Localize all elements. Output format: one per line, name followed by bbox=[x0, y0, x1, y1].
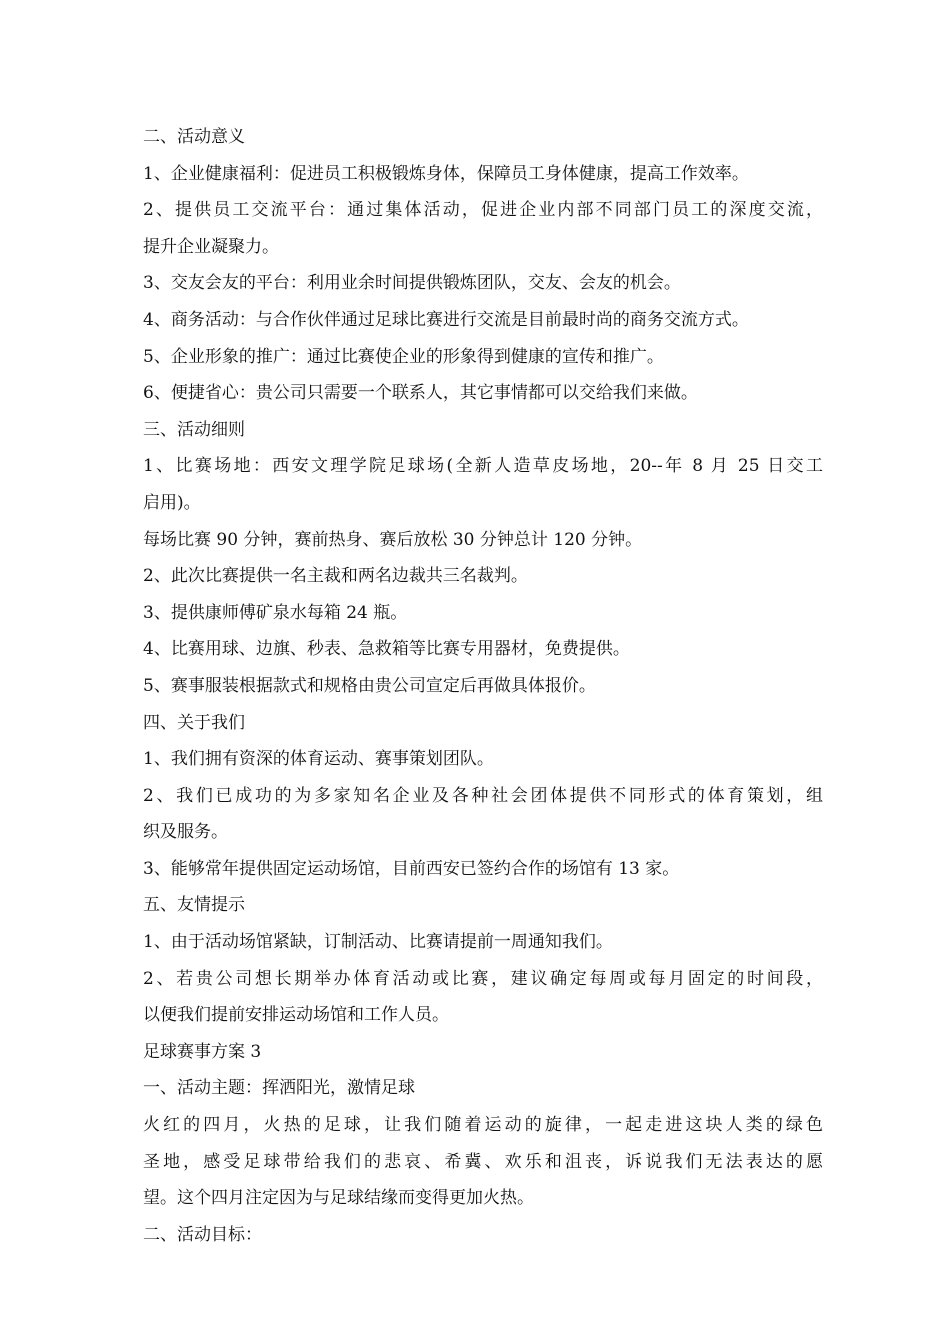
paragraph-line: 4、比赛用球、边旗、秒表、急救箱等比赛专用器材，免费提供。 bbox=[143, 639, 630, 660]
paragraph-line: 5、赛事服装根据款式和规格由贵公司宣定后再做具体报价。 bbox=[143, 675, 596, 696]
paragraph-line: 1、由于活动场馆紧缺，订制活动、比赛请提前一周通知我们。 bbox=[143, 932, 613, 953]
paragraph-line: 1、比赛场地：西安文理学院足球场(全新人造草皮场地，20--年 8 月 25 日交工 bbox=[143, 456, 823, 477]
paragraph-line: 2、我们已成功的为多家知名企业及各种社会团体提供不同形式的体育策划，组 bbox=[143, 785, 823, 806]
paragraph-line: 启用)。 bbox=[143, 492, 201, 513]
paragraph-line: 3、能够常年提供固定运动场馆，目前西安已签约合作的场馆有 13 家。 bbox=[143, 858, 680, 879]
paragraph-line: 3、提供康师傅矿泉水每箱 24 瓶。 bbox=[143, 602, 408, 623]
paragraph-line: 每场比赛 90 分钟，赛前热身、赛后放松 30 分钟总计 120 分钟。 bbox=[143, 529, 643, 550]
paragraph-line: 6、便捷省心：贵公司只需要一个联系人，其它事情都可以交给我们来做。 bbox=[143, 383, 698, 404]
section-heading: 一、活动主题：挥洒阳光，激情足球 bbox=[143, 1078, 415, 1099]
document-body bbox=[143, 119, 823, 1253]
paragraph-line: 圣地，感受足球带给我们的悲哀、希冀、欢乐和沮丧，诉说我们无法表达的愿 bbox=[143, 1151, 823, 1172]
paragraph-line: 4、商务活动：与合作伙伴通过足球比赛进行交流是目前最时尚的商务交流方式。 bbox=[143, 309, 749, 330]
paragraph-line: 3、交友会友的平台：利用业余时间提供锻炼团队，交友、会友的机会。 bbox=[143, 273, 681, 294]
paragraph-line: 1、企业健康福利：促进员工积极锻炼身体，保障员工身体健康，提高工作效率。 bbox=[143, 163, 749, 184]
paragraph-line: 以便我们提前安排运动场馆和工作人员。 bbox=[143, 1005, 449, 1026]
paragraph-line: 2、提供员工交流平台：通过集体活动，促进企业内部不同部门员工的深度交流， bbox=[143, 200, 823, 221]
document-title: 足球赛事方案 3 bbox=[143, 1041, 262, 1062]
section-heading: 四、关于我们 bbox=[143, 712, 245, 733]
section-heading: 二、活动目标： bbox=[143, 1224, 262, 1245]
section-heading: 三、活动细则 bbox=[143, 419, 245, 440]
paragraph-line: 火红的四月，火热的足球，让我们随着运动的旋律，一起走进这块人类的绿色 bbox=[143, 1115, 823, 1136]
paragraph-line: 2、若贵公司想长期举办体育活动或比赛，建议确定每周或每月固定的时间段， bbox=[143, 968, 823, 989]
paragraph-line: 织及服务。 bbox=[143, 822, 228, 843]
paragraph-line: 提升企业凝聚力。 bbox=[143, 236, 279, 257]
section-heading: 二、活动意义 bbox=[143, 127, 245, 147]
paragraph-line: 望。这个四月注定因为与足球结缘而变得更加火热。 bbox=[143, 1188, 534, 1209]
section-heading: 五、友情提示 bbox=[143, 895, 245, 916]
paragraph-line: 5、企业形象的推广：通过比赛使企业的形象得到健康的宣传和推广。 bbox=[143, 346, 664, 367]
paragraph-line: 1、我们拥有资深的体育运动、赛事策划团队。 bbox=[143, 749, 494, 770]
paragraph-line: 2、此次比赛提供一名主裁和两名边裁共三名裁判。 bbox=[143, 566, 528, 587]
